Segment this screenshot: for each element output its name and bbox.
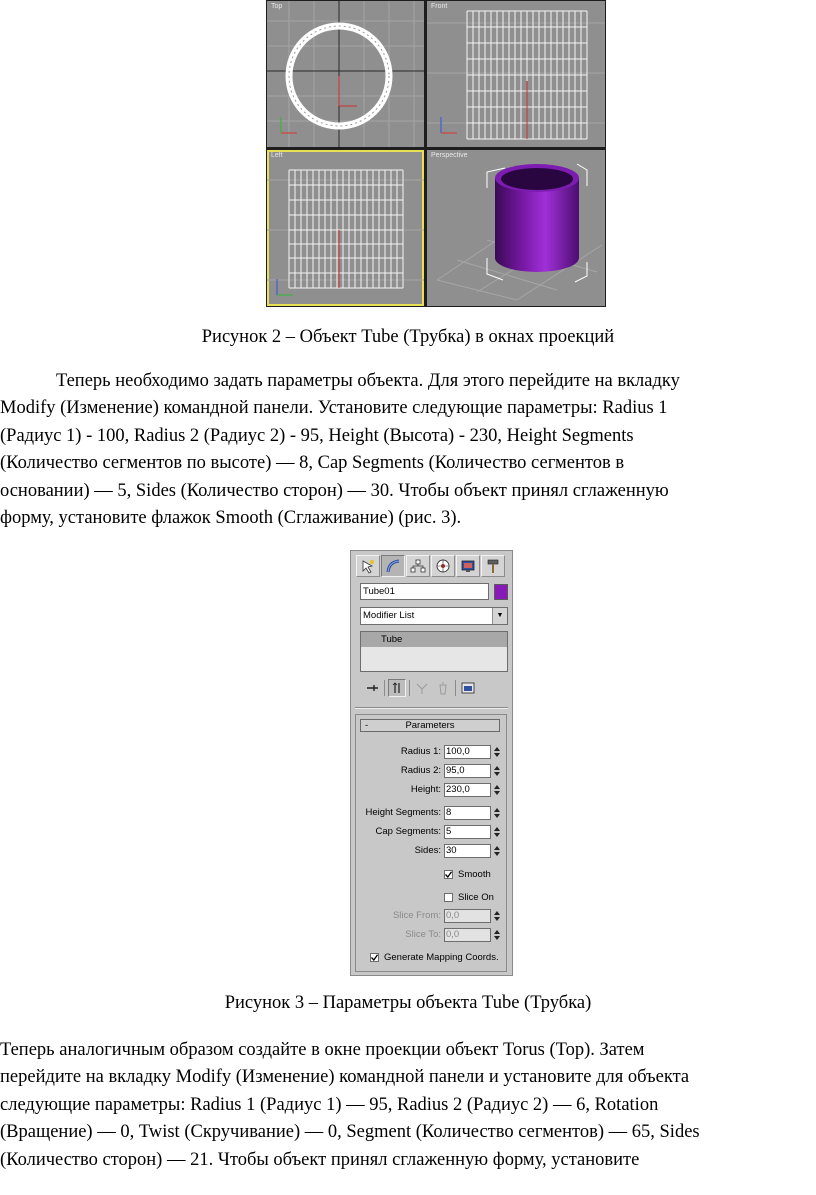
param-row-slice-to (356, 928, 508, 942)
slice-on-label: Slice On (458, 891, 494, 903)
modifier-list-label: Modifier List (363, 610, 415, 621)
cap-segments-spinner[interactable] (493, 825, 501, 839)
smooth-label: Smooth (458, 868, 491, 880)
stack-toolbar (363, 679, 480, 697)
radius2-input[interactable]: 95,0 (444, 764, 491, 778)
tab-hierarchy[interactable] (406, 555, 430, 577)
height-input[interactable]: 230,0 (444, 783, 491, 797)
paragraph-1 (0, 368, 805, 532)
toolbar-separator (455, 680, 456, 696)
cap-segments-input[interactable]: 5 (444, 825, 491, 839)
configure-sets-icon (461, 681, 475, 695)
param-row-cap-segments (356, 825, 508, 839)
sides-input[interactable]: 30 (444, 844, 491, 858)
viewport-front[interactable] (427, 1, 605, 147)
tab-display[interactable] (456, 555, 480, 577)
radius2-spinner[interactable] (493, 764, 501, 778)
paragraph-1-line: Теперь необходимо задать параметры объекта. Для этого перейдите на вкладку (56, 371, 680, 391)
viewport-perspective[interactable] (427, 150, 605, 306)
smooth-checkbox[interactable] (444, 870, 453, 879)
figure2-caption: Рисунок 2 – Объект Tube (Трубка) в окнах проекций (201, 327, 615, 347)
checkmark-icon (371, 954, 378, 961)
param-label: Slice From: (392, 910, 441, 921)
param-label: Radius 2: (400, 765, 441, 776)
paragraph-2-line: следующие параметры: Radius 1 (Радиус 1) — 95, Radius 2 (Радиус 2) — 6, Rotation (0, 1094, 659, 1115)
display-monitor-icon (460, 558, 476, 574)
motion-wheel-icon (435, 558, 451, 574)
sides-spinner[interactable] (493, 844, 501, 858)
param-label: Slice To: (405, 929, 441, 940)
hierarchy-icon (410, 558, 426, 574)
slice-from-spinner[interactable] (493, 909, 501, 923)
show-end-result-icon (390, 681, 404, 695)
left-view-drawing (267, 150, 424, 306)
slice-to-input[interactable]: 0,0 (444, 928, 491, 942)
trash-icon (436, 681, 450, 695)
spinner-arrows-icon (493, 783, 501, 797)
toolbar-separator (384, 680, 385, 696)
paragraph-1-line: основании) — 5, Sides (Количество сторон) — 30. Чтобы объект принял сглаженную (0, 480, 669, 501)
object-color-swatch[interactable] (494, 584, 508, 600)
slice-on-checkbox-row[interactable] (444, 891, 494, 903)
radius1-spinner[interactable] (493, 745, 501, 759)
checkmark-icon (445, 871, 452, 878)
param-row-radius2 (356, 764, 508, 778)
figure3-caption: Рисунок 3 – Параметры объекта Tube (Трубка) (224, 993, 592, 1013)
radius1-input[interactable]: 100,0 (444, 745, 491, 759)
viewport-label-top: Top (271, 3, 283, 10)
paragraph-1-line: Modify (Изменение) командной панели. Установите следующие параметры: Radius 1 (0, 398, 668, 419)
make-unique-button[interactable] (413, 679, 431, 697)
smooth-checkbox-row[interactable] (444, 868, 491, 880)
rollout-title: Parameters (405, 720, 455, 731)
spinner-arrows-icon (493, 909, 501, 923)
height-segments-spinner[interactable] (493, 806, 501, 820)
make-unique-icon (415, 681, 429, 695)
create-arrow-icon (360, 558, 376, 574)
command-panel-tabs (356, 555, 506, 577)
slice-on-checkbox[interactable] (444, 893, 453, 902)
param-label: Height Segments: (365, 807, 441, 818)
paragraph-1-line: (Радиус 1) - 100, Radius 2 (Радиус 2) - 95, Height (Высота) - 230, Height Segments (0, 425, 634, 446)
generate-mapping-checkbox[interactable] (370, 953, 379, 962)
chevron-down-icon[interactable]: ▼ (492, 608, 507, 624)
slice-from-input[interactable]: 0,0 (444, 909, 491, 923)
height-spinner[interactable] (493, 783, 501, 797)
viewport-label-front: Front (431, 3, 448, 10)
panel-divider (355, 707, 508, 709)
generate-mapping-label: Generate Mapping Coords. (384, 951, 499, 963)
parameters-rollout-header[interactable] (360, 719, 500, 732)
viewport-top[interactable] (267, 1, 424, 147)
spinner-arrows-icon (493, 844, 501, 858)
toolbar-separator (409, 680, 410, 696)
pin-icon (365, 681, 379, 695)
configure-modifier-sets-button[interactable] (459, 679, 477, 697)
stack-item-tube[interactable]: Tube (361, 632, 507, 647)
viewports-figure (266, 0, 606, 307)
perspective-view-drawing (427, 150, 605, 306)
paragraph-2 (0, 1037, 805, 1174)
param-row-radius1 (356, 745, 508, 759)
modifier-stack[interactable] (360, 631, 508, 672)
spinner-arrows-icon (493, 806, 501, 820)
param-label: Cap Segments: (375, 826, 441, 837)
utilities-hammer-icon (485, 558, 501, 574)
spinner-arrows-icon (493, 764, 501, 778)
paragraph-1-line: (Количество сегментов по высоте) — 8, Cap Segments (Количество сегментов в (0, 453, 625, 474)
tab-utilities[interactable] (481, 555, 505, 577)
param-label: Height: (410, 784, 441, 795)
paragraph-2-line: (Вращение) — 0, Twist (Скручивание) — 0, Segment (Количество сегментов) — 65, Sides (0, 1122, 700, 1143)
height-segments-input[interactable]: 8 (444, 806, 491, 820)
remove-modifier-button[interactable] (434, 679, 452, 697)
tab-motion[interactable] (431, 555, 455, 577)
viewport-label-left: Left (271, 152, 283, 159)
spinner-arrows-icon (493, 825, 501, 839)
viewport-left[interactable] (267, 150, 424, 306)
show-end-result-button[interactable] (388, 679, 406, 697)
modifier-list-dropdown[interactable] (360, 607, 508, 625)
param-row-slice-from (356, 909, 508, 923)
tab-modify[interactable] (381, 555, 405, 577)
tab-create[interactable] (356, 555, 380, 577)
spinner-arrows-icon (493, 745, 501, 759)
parameters-rollout (355, 714, 507, 972)
param-row-height-segments (356, 806, 508, 820)
paragraph-2-line: перейдите на вкладку Modify (Изменение) командной панели и установите для объекта (0, 1067, 690, 1088)
top-view-drawing (267, 1, 424, 147)
param-label: Radius 1: (400, 746, 441, 757)
viewport-label-perspective: Perspective (431, 152, 468, 159)
param-label: Sides: (414, 845, 441, 856)
paragraph-2-line: (Количество сторон) — 21. Чтобы объект принял сглаженную форму, установите (0, 1149, 640, 1170)
pin-stack-button[interactable] (363, 679, 381, 697)
slice-to-spinner[interactable] (493, 928, 501, 942)
spinner-arrows-icon (493, 928, 501, 942)
param-row-height (356, 783, 508, 797)
paragraph-1-line: форму, установите флажок Smooth (Сглаживание) (рис. 3). (0, 508, 462, 529)
collapse-toggle[interactable]: - (365, 720, 369, 731)
generate-mapping-checkbox-row[interactable] (370, 951, 499, 963)
modify-bend-icon (385, 558, 401, 574)
object-name-field[interactable]: Tube01 (360, 583, 489, 600)
paragraph-2-line: Теперь аналогичным образом создайте в окне проекции объект Torus (Тор). Затем (0, 1040, 645, 1060)
front-view-drawing (427, 1, 605, 147)
command-panel (350, 550, 513, 976)
param-row-sides (356, 844, 508, 858)
